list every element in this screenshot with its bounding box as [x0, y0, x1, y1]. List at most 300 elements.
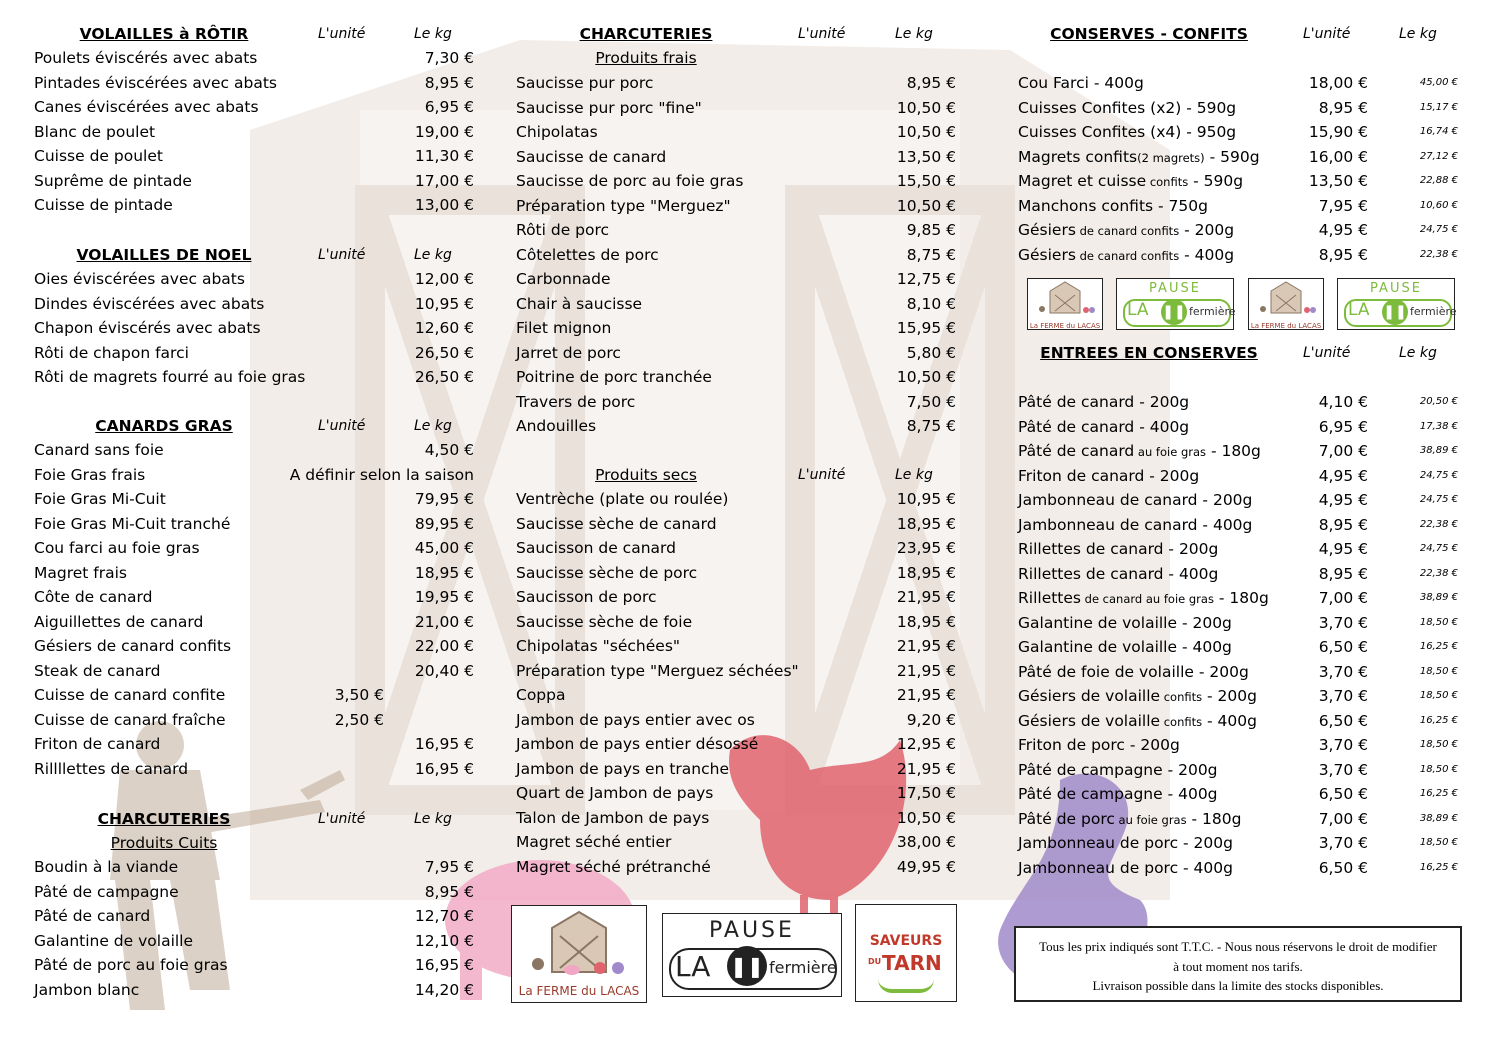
kg-price: 12,00 € [414, 270, 474, 288]
la-text: LA [1127, 300, 1149, 320]
kg-price: 24,75 € [1419, 494, 1458, 505]
price-row [34, 634, 474, 658]
kg-price: 16,74 € [1419, 126, 1458, 137]
kg-price: 18,50 € [1419, 665, 1458, 677]
product-name: Steak de canard [34, 661, 161, 680]
product-name: Talon de Jambon de pays [516, 808, 710, 827]
price-row [34, 757, 474, 781]
product-name: Quart de Jambon de pays [516, 784, 714, 802]
section-title-entrees-conserves: ENTREES EN CONSERVES [1040, 344, 1258, 362]
unit-price: 4,10 € [1318, 393, 1368, 411]
product-name: Jambonneau de porc - 400g [1018, 858, 1233, 877]
unit-price: 4,95 € [1318, 466, 1368, 485]
unit-label: L'unité [798, 467, 846, 483]
product-name: Gésiers de volaille confits - 400g [1018, 711, 1257, 730]
product-name: Pâté de foie de volaille - 200g [1018, 662, 1249, 681]
la-text: LA [1348, 300, 1370, 320]
kg-label: Le kg [895, 467, 933, 483]
ferme-lacas-text: La FERME du LACAS [518, 984, 640, 998]
kg-price: 19,00 € [414, 122, 474, 141]
kg-price: 5,80 € [906, 343, 956, 362]
price-notice-box [1014, 926, 1462, 1002]
ferme-lacas-logo [511, 905, 647, 1003]
price-row [1018, 562, 1458, 586]
kg-price: 22,38 € [1419, 518, 1458, 530]
kg-price: 4,50 € [424, 441, 474, 459]
price-row [34, 561, 474, 585]
price-row [1018, 464, 1458, 488]
price-row [516, 267, 956, 291]
product-name: Chair à saucisse [516, 294, 643, 313]
kg-price: 10,60 € [1419, 199, 1458, 211]
unit-price: 7,00 € [1318, 809, 1368, 828]
product-name: Magret séché entier [516, 833, 672, 851]
price-row [1018, 856, 1458, 880]
price-row [516, 145, 956, 169]
product-name: Saucisse pur porc [516, 74, 654, 92]
unit-price: 2,50 € [334, 710, 384, 729]
kg-price: 12,95 € [896, 735, 956, 753]
price-row [516, 610, 956, 634]
price-row [516, 855, 956, 879]
unit-price: 7,00 € [1318, 442, 1368, 460]
kg-price: 16,25 € [1419, 788, 1458, 799]
product-name: Jambon de pays entier avec os [516, 710, 755, 729]
price-row [34, 169, 474, 193]
unit-label: L'unité [1303, 345, 1351, 361]
price-row [516, 365, 956, 389]
product-name: Coppa [516, 686, 566, 704]
kg-label: Le kg [414, 811, 452, 827]
price-row [34, 71, 474, 95]
kg-price: 23,95 € [896, 539, 956, 557]
price-row [1018, 439, 1458, 463]
price-row [34, 732, 474, 756]
subtitle-produits-frais: Produits frais [595, 49, 697, 67]
price-row [34, 120, 474, 144]
price-row [1018, 390, 1458, 414]
unit-price: 7,95 € [1318, 196, 1368, 215]
product-name: Rillettes de canard - 200g [1018, 540, 1219, 558]
price-row [34, 365, 474, 389]
product-name: Saucisson de porc [516, 588, 657, 606]
product-name: Jambonneau de porc - 200g [1018, 834, 1233, 852]
product-name: Jarret de porc [516, 343, 621, 362]
unit-price: 3,70 € [1318, 662, 1368, 681]
kg-price: 49,95 € [896, 857, 956, 876]
unit-label: L'unité [318, 811, 366, 827]
price-row [34, 953, 474, 977]
kg-price: 8,75 € [906, 417, 956, 435]
kg-price: 15,95 € [896, 319, 956, 337]
product-name: Foie Gras frais [34, 465, 146, 484]
price-row [34, 193, 474, 217]
price-row [1018, 513, 1458, 537]
product-name: Chipolatas "séchées" [516, 637, 681, 655]
kg-price: 22,38 € [1419, 567, 1458, 579]
kg-price: 45,00 € [414, 539, 474, 557]
price-row [34, 708, 474, 732]
kg-price: 7,50 € [906, 392, 956, 411]
product-name: Côtelettes de porc [516, 245, 659, 264]
product-name: Galantine de volaille - 400g [1018, 638, 1232, 656]
kg-label: Le kg [1399, 345, 1437, 361]
kg-price: 21,00 € [414, 612, 474, 631]
product-name: Saucisse pur porc "fine" [516, 98, 702, 117]
price-row [1018, 145, 1458, 169]
product-name: Galantine de volaille [34, 931, 194, 950]
price-row [516, 561, 956, 585]
kg-price: 7,95 € [424, 858, 474, 876]
product-name: Gésiers de canard confits - 400g [1018, 245, 1235, 264]
barn-icon [512, 906, 646, 978]
ferme-lacas-logo-small [1248, 278, 1324, 330]
kg-price: 10,95 € [414, 294, 474, 313]
product-name: Cou Farci - 400g [1018, 74, 1144, 92]
product-name: Gésiers de canard confits [34, 637, 232, 655]
kg-price: 24,75 € [1419, 224, 1458, 235]
kg-price: 16,25 € [1419, 861, 1458, 873]
unit-price: 3,70 € [1318, 613, 1368, 632]
price-row [1018, 71, 1458, 95]
pause-symbol-icon: ❚❚ [727, 946, 767, 986]
kg-price: 13,50 € [896, 147, 956, 166]
fermiere-text: fermière [1189, 305, 1236, 318]
unit-price: 6,95 € [1318, 417, 1368, 436]
price-row [1018, 96, 1458, 120]
product-name: Magret et cuisse confits - 590g [1018, 172, 1244, 190]
unit-price: 18,00 € [1308, 74, 1368, 92]
product-name: Foie Gras Mi-Cuit tranché [34, 514, 231, 533]
product-name: Cuisse de canard confite [34, 686, 226, 704]
kg-price: 18,50 € [1419, 837, 1458, 848]
kg-price: 8,95 € [424, 73, 474, 92]
unit-price: 4,95 € [1318, 491, 1368, 509]
price-row [1018, 831, 1458, 855]
price-row [34, 46, 474, 70]
product-name: Cou farci au foie gras [34, 539, 200, 557]
price-row [1018, 120, 1458, 144]
price-row [516, 414, 956, 438]
price-row [516, 390, 956, 414]
pause-fermiere-logo [662, 913, 842, 997]
price-row [34, 316, 474, 340]
price-row [516, 341, 956, 365]
price-row [34, 487, 474, 511]
price-row [34, 978, 474, 1002]
kg-price: 17,50 € [896, 784, 956, 802]
kg-price: 21,95 € [896, 686, 956, 704]
product-name: Ventrèche (plate ou roulée) [516, 490, 729, 508]
kg-price: 26,50 € [414, 343, 474, 362]
unit-price: 6,50 € [1318, 638, 1368, 656]
kg-price: 38,89 € [1419, 592, 1458, 603]
unit-price: 3,70 € [1318, 736, 1368, 754]
product-name: Cuisse de poulet [34, 147, 163, 165]
section-title-volailles-noel: VOLAILLES DE NOEL [76, 246, 252, 264]
product-name: Pâté de campagne [34, 882, 179, 901]
product-name: Suprême de pintade [34, 171, 192, 190]
product-name: Blanc de poulet [34, 122, 156, 141]
product-name: Saucisse sèche de foie [516, 612, 693, 631]
price-row [516, 806, 956, 830]
kg-price: 18,50 € [1419, 763, 1458, 775]
product-name: Pintades éviscérées avec abats [34, 73, 277, 92]
price-row [516, 536, 956, 560]
price-row [34, 267, 474, 291]
unit-price: 8,95 € [1318, 515, 1368, 534]
ferme-lacas-logo-small [1027, 278, 1103, 330]
kg-price: 6,95 € [424, 98, 474, 116]
kg-price: 22,88 € [1419, 175, 1458, 186]
unit-price: 4,95 € [1318, 540, 1368, 558]
price-row [1018, 218, 1458, 242]
kg-price: 8,10 € [906, 294, 956, 313]
unit-label: L'unité [798, 26, 846, 42]
kg-price: 9,20 € [906, 710, 956, 729]
fermiere-text: fermière [769, 958, 837, 977]
product-name: Rillettes de canard au foie gras - 180g [1018, 589, 1269, 607]
price-row [1018, 586, 1458, 610]
section-title-charcuteries-cuits: CHARCUTERIES [97, 810, 231, 828]
kg-price: 18,50 € [1419, 616, 1458, 628]
unit-label: L'unité [318, 26, 366, 42]
product-name: Friton de canard [34, 735, 161, 753]
product-name: Pâté de porc au foie gras - 180g [1018, 809, 1242, 828]
kg-price: 26,50 € [414, 368, 474, 386]
product-name: Jambonneau de canard - 400g [1018, 515, 1253, 534]
product-name: Foie Gras Mi-Cuit [34, 490, 166, 508]
kg-price: 8,95 € [424, 882, 474, 901]
price-row [1018, 758, 1458, 782]
product-name: Pâté de campagne - 200g [1018, 760, 1218, 779]
product-name: Aiguillettes de canard [34, 612, 204, 631]
kg-price: 16,95 € [414, 759, 474, 778]
price-row [1018, 194, 1458, 218]
kg-price: 22,00 € [414, 637, 474, 655]
product-name: Chapon éviscérés avec abats [34, 319, 261, 337]
price-row [516, 71, 956, 95]
price-row [34, 610, 474, 634]
product-name: Pâté de campagne - 400g [1018, 785, 1218, 803]
product-name: Friton de canard - 200g [1018, 466, 1200, 485]
price-row [516, 194, 956, 218]
kg-price: 17,38 € [1419, 420, 1458, 432]
kg-price: 14,20 € [414, 980, 474, 999]
kg-price: 21,95 € [896, 661, 956, 680]
product-name: Poitrine de porc tranchée [516, 368, 712, 386]
kg-price: 16,95 € [414, 956, 474, 974]
product-name: Magret séché prétranché [516, 857, 711, 876]
price-row [516, 732, 956, 756]
price-row [34, 904, 474, 928]
product-name: Jambon de pays entier désossé [516, 735, 759, 753]
product-name: Pâté de canard - 200g [1018, 393, 1190, 411]
price-row [1018, 488, 1458, 512]
product-name: Pâté de canard [34, 907, 151, 925]
price-row [1018, 807, 1458, 831]
notice-line: Tous les prix indiqués sont T.T.C. - Nous nous réservons le droit de modifier [1039, 939, 1437, 954]
kg-label: Le kg [414, 247, 452, 263]
ferme-lacas-text: La FERME du LACAS [1029, 322, 1101, 330]
price-row [1018, 782, 1458, 806]
product-name: Saucisse sèche de porc [516, 563, 698, 582]
kg-price: 16,25 € [1419, 714, 1458, 726]
price-row [516, 634, 956, 658]
product-name: Friton de porc - 200g [1018, 736, 1180, 754]
unit-price: 7,00 € [1318, 589, 1368, 607]
product-name: Jambon de pays en tranche [516, 759, 729, 778]
kg-price: 21,95 € [896, 637, 956, 655]
price-row [1018, 660, 1458, 684]
kg-price: 24,75 € [1419, 543, 1458, 554]
price-row [34, 438, 474, 462]
product-name: Chipolatas [516, 123, 598, 141]
section-title-volailles-rotir: VOLAILLES à RÔTIR [79, 25, 249, 43]
product-name: Saucisse de porc au foie gras [516, 172, 744, 190]
kg-price: 8,95 € [906, 74, 956, 92]
notice-line: Livraison possible dans la limite des stocks disponibles. [1092, 978, 1384, 993]
kg-price: 38,89 € [1419, 812, 1458, 824]
kg-label: Le kg [1399, 26, 1437, 42]
kg-price: 17,00 € [414, 171, 474, 190]
product-name: Saucisse sèche de canard [516, 514, 717, 533]
kg-price: 22,38 € [1419, 248, 1458, 260]
product-name: Jambonneau de canard - 200g [1018, 491, 1253, 509]
barn-icon [1028, 279, 1102, 317]
product-name: Magrets confits(2 magrets) - 590g [1018, 147, 1260, 166]
unit-price: 6,50 € [1318, 785, 1368, 803]
product-name: Rillettes de canard - 400g [1018, 564, 1219, 583]
product-name: Rôti de chapon farci [34, 343, 189, 362]
unit-price: 15,90 € [1308, 123, 1368, 141]
product-name: Pâté de porc au foie gras [34, 956, 228, 974]
kg-price: 8,75 € [906, 245, 956, 264]
product-name: Pâté de canard au foie gras - 180g [1018, 442, 1261, 460]
saveurs-du-tarn-logo [855, 904, 957, 1002]
product-name: Rôti de porc [516, 221, 610, 239]
kg-price: 38,89 € [1419, 445, 1458, 456]
price-row [1018, 709, 1458, 733]
du-text: DU [868, 957, 882, 966]
barn-icon [1249, 279, 1323, 317]
product-name: Canes éviscérées avec abats [34, 98, 259, 116]
price-row [516, 218, 956, 242]
product-name: Travers de porc [516, 392, 636, 411]
price-row [34, 341, 474, 365]
ferme-lacas-text: La FERME du LACAS [1250, 322, 1322, 330]
kg-price: 13,00 € [414, 196, 474, 214]
unit-label: L'unité [1303, 26, 1351, 42]
pause-text: PAUSE [1370, 281, 1422, 296]
kg-price: 10,50 € [896, 368, 956, 386]
kg-price: 15,17 € [1419, 101, 1458, 113]
kg-price: 79,95 € [414, 490, 474, 508]
product-name: Préparation type "Merguez séchées" [516, 661, 799, 680]
product-name: Pâté de canard - 400g [1018, 417, 1190, 436]
la-text: LA [675, 950, 711, 983]
price-row [34, 855, 474, 879]
price-row [516, 487, 956, 511]
product-name: Cuisse de canard fraîche [34, 710, 226, 729]
section-title-canards-gras: CANARDS GRAS [95, 417, 233, 435]
price-row [516, 512, 956, 536]
product-name: Carbonnade [516, 270, 611, 288]
product-name: Boudin à la viande [34, 858, 179, 876]
unit-price: 3,70 € [1318, 760, 1368, 779]
price-row [34, 659, 474, 683]
kg-price: 10,50 € [896, 98, 956, 117]
kg-price: 27,12 € [1419, 150, 1458, 162]
unit-price: 3,70 € [1318, 687, 1368, 705]
kg-price: 10,50 € [896, 196, 956, 215]
price-row [516, 96, 956, 120]
kg-price: 18,95 € [414, 563, 474, 582]
unit-price: 3,50 € [334, 686, 384, 704]
price-row [516, 243, 956, 267]
product-name: Côte de canard [34, 588, 153, 606]
price-row [34, 463, 474, 487]
kg-price: 89,95 € [414, 514, 474, 533]
price-row [1018, 733, 1458, 757]
price-row [516, 708, 956, 732]
unit-price: 6,50 € [1318, 711, 1368, 730]
kg-label: Le kg [414, 418, 452, 434]
unit-price: 8,95 € [1318, 245, 1368, 264]
price-row [1018, 537, 1458, 561]
product-name: Andouilles [516, 417, 597, 435]
kg-price: 16,95 € [414, 735, 474, 753]
product-name: Cuisse de pintade [34, 196, 173, 214]
tarn-text: TARN [882, 951, 942, 975]
price-row [1018, 415, 1458, 439]
price-row [34, 512, 474, 536]
kg-price: 38,00 € [896, 833, 956, 851]
price-row [1018, 243, 1458, 267]
price-row [34, 144, 474, 168]
unit-label: L'unité [318, 418, 366, 434]
kg-price: 10,50 € [896, 123, 956, 141]
kg-price: A définir selon la saison [289, 465, 474, 484]
price-row [34, 95, 474, 119]
price-row [34, 929, 474, 953]
product-name: Rôti de magrets fourré au foie gras [34, 368, 306, 386]
product-name: Canard sans foie [34, 441, 164, 459]
kg-price: 20,50 € [1419, 396, 1458, 407]
unit-price: 16,00 € [1308, 147, 1368, 166]
kg-label: Le kg [895, 26, 933, 42]
price-row [516, 292, 956, 316]
unit-price: 13,50 € [1308, 172, 1368, 190]
kg-label: Le kg [414, 26, 452, 42]
product-name: Dindes éviscérées avec abats [34, 294, 265, 313]
kg-price: 7,30 € [424, 49, 474, 67]
kg-price: 12,70 € [414, 907, 474, 925]
price-row [34, 880, 474, 904]
kg-price: 16,25 € [1419, 641, 1458, 652]
green-swoosh-icon [878, 979, 934, 993]
price-row [1018, 611, 1458, 635]
product-name: Manchons confits - 750g [1018, 196, 1208, 215]
kg-price: 19,95 € [414, 588, 474, 606]
kg-price: 11,30 € [414, 147, 474, 165]
kg-price: 24,75 € [1419, 469, 1458, 481]
product-name: Cuisses Confites (x2) - 590g [1018, 98, 1237, 117]
pause-fermiere-logo-small [1337, 278, 1455, 330]
product-name: Saucisson de canard [516, 539, 676, 557]
unit-price: 6,50 € [1318, 858, 1368, 877]
unit-label: L'unité [318, 247, 366, 263]
